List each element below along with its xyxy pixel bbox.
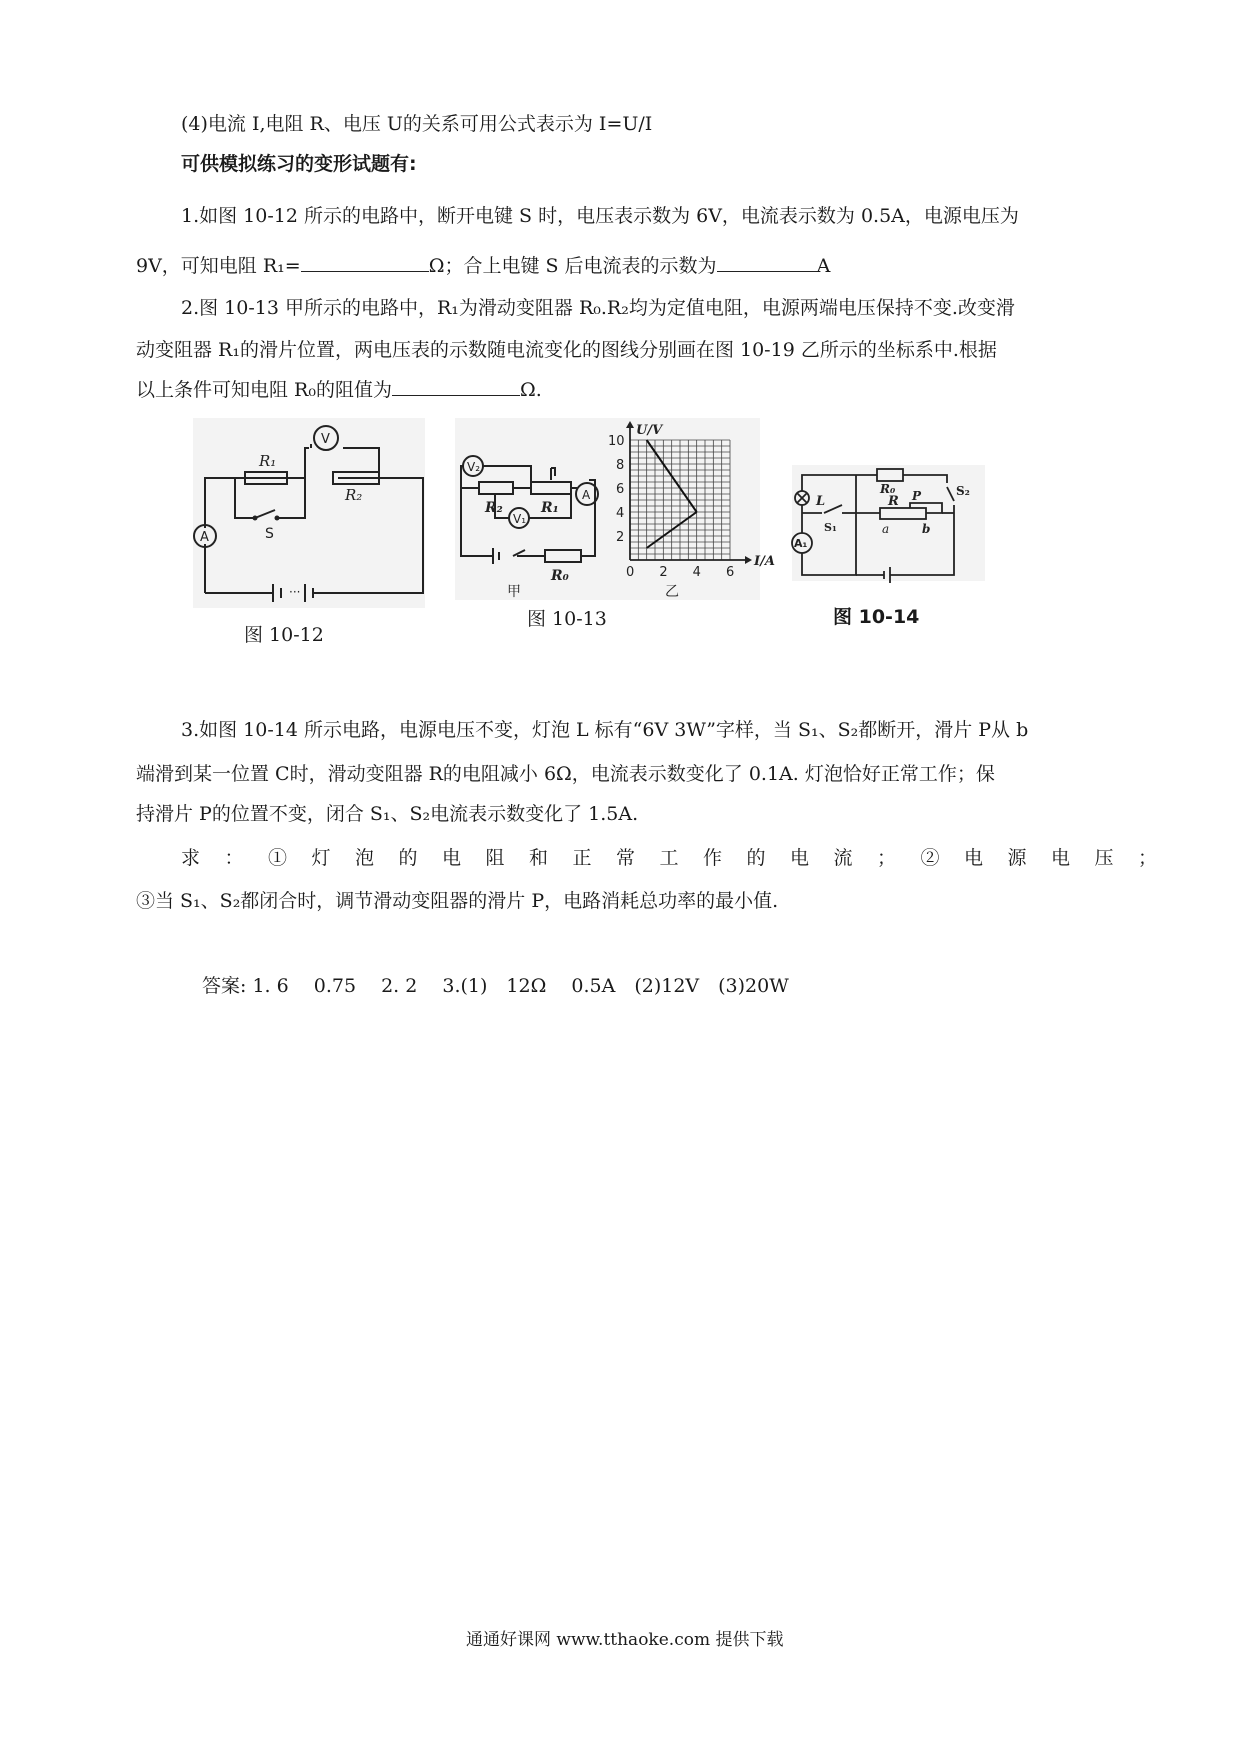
text-line-1: (4)电流 I,电阻 R、电压 U的关系可用公式表示为 I=U/I [181,113,653,135]
fig14-ammeter-label: A₁ [794,537,808,550]
fig14-s1-label: S₁ [824,521,837,534]
fig14-s2-label: S₂ [956,484,970,498]
figure-10-12 [193,418,425,608]
fig14-end-a-label: a [882,522,890,536]
question-1-text-c: A [816,255,831,277]
fig13-ammeter-label: A [582,488,591,502]
question-3-line-2: 端滑到某一位置 C时，滑动变阻器 R的电阻减小 6Ω，电流表示数变化了 0.1A. 灯泡恰好正常工作；保 [136,763,995,785]
y-tick-label: 4 [616,506,625,521]
y-tick-label: 6 [616,482,625,497]
y-tick-label: 10 [608,434,625,449]
fig13-r1-label: R₁ [541,500,559,516]
fig12-switch-label: S [265,526,274,542]
question-2-line-1: 2.图 10-13 甲所示的电路中，R₁为滑动变阻器 R₀.R₂均为定值电阻，电源两端电压保持不变.改变滑 [181,297,1015,319]
fig14-r-label: R [888,494,899,509]
answer-blank-r1 [301,253,429,272]
question-2-text-a: 以上条件可知电阻 R₀的阻值为 [136,379,392,401]
question-3-line-3: 持滑片 P的位置不变，闭合 S₁、S₂电流表示数变化了 1.5A. [136,803,639,825]
fig13-r0-label: R₀ [551,568,569,584]
question-1-text-b: Ω；合上电键 S 后电流表的示数为 [428,255,717,277]
question-2-text-b: Ω. [519,379,542,401]
svg-text:···: ··· [289,585,301,599]
x-axis-arrow [745,556,752,564]
caption-fig-10-14: 图 10-14 [833,606,920,628]
page-footer: 通通好课网 www.tthaoke.com 提供下载 [466,1630,784,1650]
fig12-voltmeter-label: V [321,432,330,447]
fig13-v1-label: V₁ [513,512,527,526]
question-3-line-4: 求：①灯泡的电阻和正常工作的电流；②电源电压； [181,847,1182,869]
fig13-label-yi: 乙 [665,584,679,600]
y-axis-arrow [626,421,634,428]
fig13-chart [608,421,775,580]
question-3-line-1: 3.如图 10-14 所示电路，电源电压不变，灯泡 L 标有“6V 3W”字样，当 S₁、S₂都断开，滑片 P从 b [181,719,1029,741]
x-tick-label: 0 [626,565,635,580]
fig13-label-jia: 甲 [507,584,521,600]
question-1-text-a: 9V，可知电阻 R₁= [136,255,301,277]
x-tick-label: 6 [726,565,735,580]
answer-line: 答案: 1. 6 0.75 2. 2 3.(1) 12Ω 0.5A (2)12V (3)20W [202,975,789,997]
question-3-line-5: ③当 S₁、S₂都闭合时，调节滑动变阻器的滑片 P，电路消耗总功率的最小值. [136,890,779,912]
x-tick-label: 2 [659,565,668,580]
fig12-label-r1: R₁ [259,452,277,470]
question-1-line-1: 1.如图 10-12 所示的电路中，断开电键 S 时，电压表示数为 6V，电流表示数为 0.5A，电源电压为 [181,205,1019,227]
fig14-end-b-label: b [922,522,931,536]
y-axis-label: U/V [636,423,663,438]
section-heading: 可供模拟练习的变形试题有: [181,153,417,175]
caption-fig-10-12: 图 10-12 [244,624,324,646]
x-tick-label: 4 [692,565,701,580]
figure-10-13 [455,418,775,600]
fig14-lamp-label: L [816,494,826,509]
fig13-v2-label: V₂ [467,460,481,474]
question-2-line-3 [136,376,542,404]
answer-blank-r0 [392,377,520,396]
caption-fig-10-13: 图 10-13 [527,608,607,630]
answer-blank-current [717,253,817,272]
fig13-r2-label: R₂ [485,500,503,516]
y-tick-label: 8 [616,458,625,473]
fig14-r0-label: R₀ [880,482,896,496]
figure-10-14 [792,465,985,581]
x-axis-label: I/A [754,554,775,569]
y-tick-label: 2 [616,530,625,545]
fig12-label-r2: R₂ [345,486,363,504]
question-1-line-2 [136,252,830,280]
fig12-ammeter-label: A [200,530,209,545]
fig14-slider-label: P [912,489,922,503]
question-2-line-2: 动变阻器 R₁的滑片位置，两电压表的示数随电流变化的图线分别画在图 10-19 乙所示的坐标系中.根据 [136,339,997,361]
